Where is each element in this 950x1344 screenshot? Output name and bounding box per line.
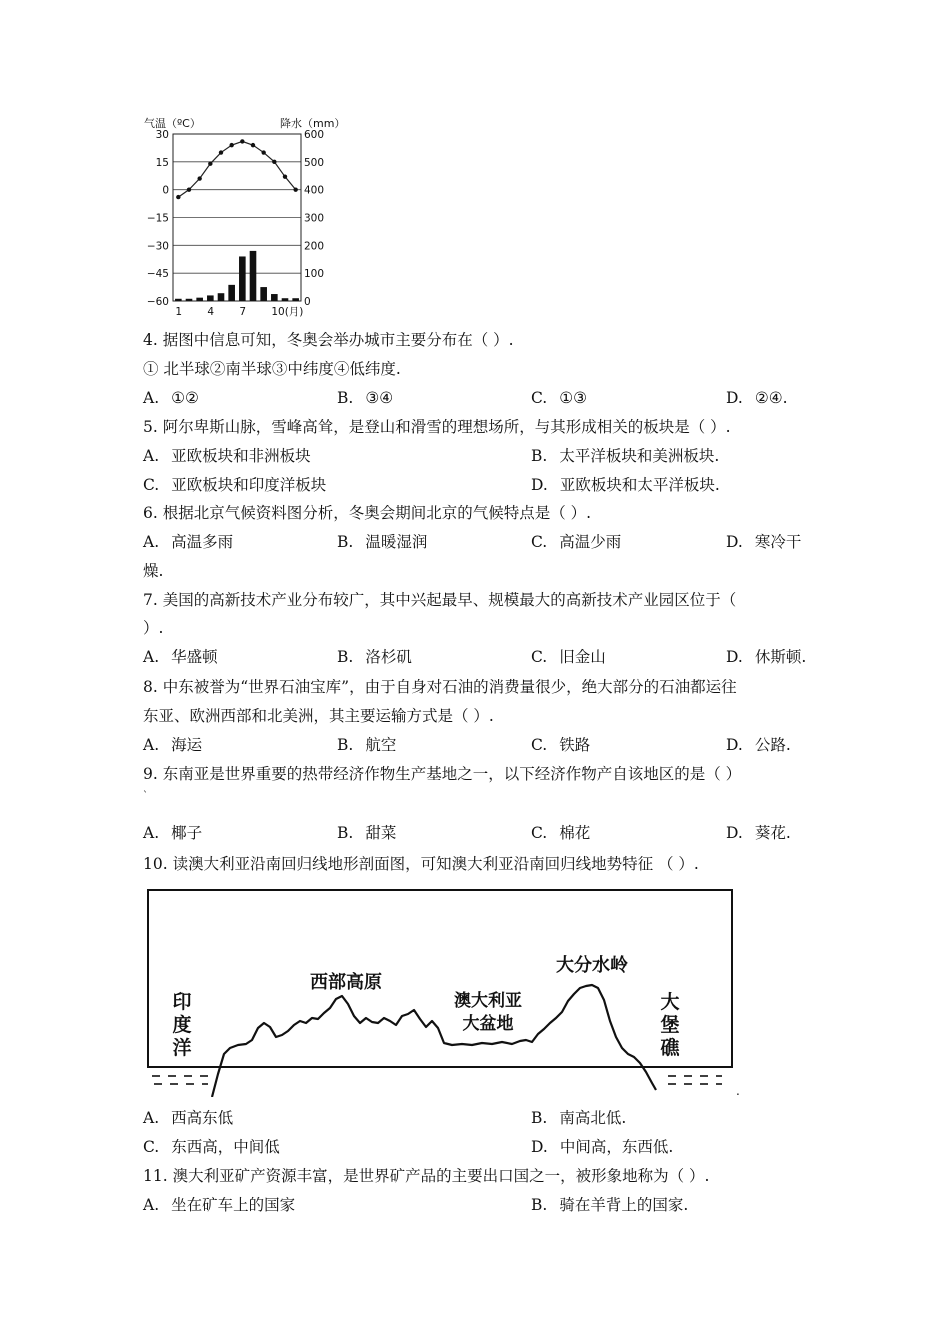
option-letter: A. [143,533,160,551]
precipitation-tick-label: 100 [304,268,325,281]
precipitation-bar [250,251,257,301]
q7-option-a[interactable] [143,646,218,668]
temperature-point [197,176,201,180]
q7-option-c[interactable] [531,646,606,668]
option-letter: C. [531,533,548,551]
temperature-tick-label: 30 [155,129,169,141]
q10-option-d[interactable] [531,1136,673,1158]
question-11-stem: 11. 澳大利亚矿产资源丰富，是世界矿产品的主要出口国之一，被形象地称为（ ）. [143,1167,710,1185]
option-text: 高温多雨 [171,533,234,551]
option-letter: A. [143,824,160,842]
option-text: 航空 [365,736,397,754]
q5-option-c[interactable] [143,474,326,496]
option-text: 葵花. [754,824,791,842]
barrier-reef-label-3: 礁 [660,1037,680,1059]
great-basin-label-1: 澳大利亚 [454,991,522,1011]
option-letter: A. [143,1109,160,1127]
climate-chart [140,112,370,317]
month-tick-label: 4 [207,306,215,317]
temperature-point [187,187,191,191]
q8-option-c[interactable] [531,734,590,756]
option-text: 华盛顿 [171,648,218,666]
question-7-stem-continued: ）. [143,619,164,637]
precipitation-bar [271,294,278,301]
temperature-point [176,195,180,199]
option-text: 寒冷干 [754,533,802,551]
q7-option-d[interactable] [726,646,806,668]
profile-frame [148,890,732,1067]
option-letter: C. [143,476,160,494]
terrain-profile-diagram [140,882,750,1097]
q5-option-a[interactable] [143,445,311,467]
temperature-axis-label: 气温（ºC） [144,117,201,130]
question-6-stem: 6. 根据北京气候资料图分析，冬奥会期间北京的气候特点是（ ）. [143,504,592,522]
barrier-reef-label-2: 堡 [660,1014,680,1036]
option-text: 洛杉矶 [365,648,412,666]
q10-option-c[interactable] [143,1136,280,1158]
option-text: 铁路 [559,736,591,754]
option-text: 太平洋板块和美洲板块. [559,447,720,465]
temperature-tick-label: −60 [146,296,169,308]
precipitation-tick-label: 0 [304,296,311,308]
q11-option-a[interactable] [143,1194,295,1216]
option-text: 东西高，中间低 [171,1138,280,1156]
great-basin-label-2: 大盆地 [462,1014,514,1034]
precipitation-tick-label: 500 [304,156,325,169]
question-8-stem: 8. 中东被誉为“世界石油宝库”，由于自身对石油的消费量很少，绝大部分的石油都运往 [143,678,737,696]
precipitation-tick-label: 300 [304,212,325,225]
option-letter: C. [531,648,548,666]
temperature-point [251,143,255,147]
option-letter: A. [143,389,160,407]
temperature-tick-label: 0 [162,184,169,197]
precipitation-bar [228,285,235,301]
q6-option-c[interactable] [531,531,621,553]
western-plateau-label: 西部高原 [310,972,382,993]
month-tick-label: 7 [239,306,247,317]
option-text: ③④ [365,389,394,407]
precipitation-tick-label: 400 [304,184,325,197]
q10-option-a[interactable] [143,1107,233,1129]
question-8-stem-continued: 东亚、欧洲西部和北美洲，其主要运输方式是（ ）. [143,707,494,725]
precipitation-bar [207,295,214,301]
q5-option-b[interactable] [531,445,719,467]
option-text: 椰子 [171,824,203,842]
precipitation-bar [218,293,225,301]
option-text: 甜菜 [365,824,397,842]
precipitation-bar [186,299,193,301]
question-10-stem: 10. 读澳大利亚沿南回归线地形剖面图，可知澳大利亚沿南回归线地势特征 （ ）. [143,855,699,873]
option-letter: B. [531,1109,548,1127]
precipitation-bar [292,298,299,301]
q6-option-a[interactable] [143,531,233,553]
precipitation-axis-label: 降水（mm） [280,117,346,130]
indian-ocean-label-1: 印 [172,991,192,1013]
option-letter: B. [337,648,354,666]
q5-option-d[interactable] [531,474,720,496]
option-text: 南高北低. [559,1109,627,1127]
q8-option-d[interactable] [726,734,791,756]
temperature-point [283,174,287,178]
q4-option-a[interactable] [143,387,199,409]
option-letter: B. [337,736,354,754]
option-text: 温暖湿润 [365,533,428,551]
option-letter: B. [337,389,354,407]
precipitation-bar [175,299,182,301]
q4-option-c[interactable] [531,387,587,409]
q8-option-a[interactable] [143,734,202,756]
q4-option-d[interactable] [726,387,788,409]
option-text: 亚欧板块和非洲板块 [171,447,311,465]
option-text: 旧金山 [559,648,606,666]
q8-option-b[interactable] [337,734,396,756]
option-letter: A. [143,736,160,754]
q9-option-c[interactable] [531,822,590,844]
q7-option-b[interactable] [337,646,412,668]
option-letter: B. [337,533,354,551]
temperature-tick-label: 15 [155,156,169,169]
option-text: 骑在羊背上的国家. [559,1196,689,1214]
temperature-point [208,161,212,165]
temperature-point [293,187,297,191]
option-text: ②④. [754,389,788,407]
month-tick-label: 1 [175,306,183,317]
question-5-stem: 5. 阿尔卑斯山脉，雪峰高耸，是登山和滑雪的理想场所，与其形成相关的板块是（ ）. [143,418,731,436]
option-letter: D. [531,476,548,494]
terrain-profile-line [212,985,656,1097]
temperature-tick-label: −15 [146,212,169,225]
right-ocean-water-marks [668,1076,722,1084]
option-letter: B. [531,447,548,465]
option-letter: B. [531,1196,548,1214]
precipitation-bar [260,287,267,301]
option-text: ①② [171,389,199,407]
option-text: 海运 [171,736,203,754]
option-letter: A. [143,648,160,666]
option-letter: D. [726,389,743,407]
q6-option-d[interactable] [726,531,801,553]
q6-option-b[interactable] [337,531,427,553]
question-7-stem: 7. 美国的高新技术产业分布较广，其中兴起最早、规模最大的高新技术产业园区位于（ [143,591,737,609]
trailing-dot: . [736,1084,740,1097]
temperature-point [219,150,223,154]
option-text: 休斯顿. [754,648,807,666]
temperature-point [229,143,233,147]
left-ocean-water-marks [152,1076,208,1084]
q4-option-b[interactable] [337,387,393,409]
option-text: 西高东低 [171,1109,234,1127]
option-text: 高温少雨 [559,533,622,551]
question-9-mark: ` [143,791,148,802]
question-4-stem: 4. 据图中信息可知，冬奥会举办城市主要分布在（ ）. [143,331,514,349]
question-9-stem: 9. 东南亚是世界重要的热带经济作物生产基地之一，以下经济作物产自该地区的是（ ） [143,765,742,783]
q10-option-b[interactable] [531,1107,626,1129]
indian-ocean-label-3: 洋 [172,1037,192,1059]
precipitation-bar [196,298,203,301]
q9-option-d[interactable] [726,822,791,844]
option-text: 中间高，东西低. [559,1138,674,1156]
option-text: 棉花 [559,824,591,842]
option-letter: C. [531,736,548,754]
great-dividing-range-label: 大分水岭 [556,955,628,976]
temperature-point [240,139,244,143]
precipitation-bar [239,256,246,301]
barrier-reef-label-1: 大 [660,991,680,1013]
option-letter: D. [726,648,743,666]
precipitation-bar [282,298,289,301]
option-letter: D. [726,533,743,551]
temperature-line [178,141,295,197]
precipitation-tick-label: 600 [304,129,325,141]
option-letter: D. [726,736,743,754]
precipitation-tick-label: 200 [304,240,325,253]
indian-ocean-label-2: 度 [172,1014,192,1036]
temperature-point [272,160,276,164]
option-letter: D. [726,824,743,842]
option-text: ①③ [559,389,588,407]
q11-option-b[interactable] [531,1194,688,1216]
option-text: 公路. [754,736,791,754]
q9-option-a[interactable] [143,822,202,844]
temperature-tick-label: −30 [146,240,169,253]
temperature-tick-label: −45 [146,268,169,281]
option-letter: A. [143,1196,160,1214]
month-tick-label: 10(月) [271,306,304,317]
option-letter: A. [143,447,160,465]
option-letter: C. [531,824,548,842]
option-letter: C. [531,389,548,407]
question-4-statements: ① 北半球②南半球③中纬度④低纬度. [143,360,401,378]
option-letter: B. [337,824,354,842]
option-letter: D. [531,1138,548,1156]
option-text: 亚欧板块和太平洋板块. [559,476,720,494]
q9-option-b[interactable] [337,822,396,844]
option-text: 坐在矿车上的国家 [171,1196,296,1214]
q6-option-d-wrap: 燥. [143,562,164,580]
temperature-point [261,150,265,154]
option-letter: C. [143,1138,160,1156]
option-text: 亚欧板块和印度洋板块 [171,476,327,494]
